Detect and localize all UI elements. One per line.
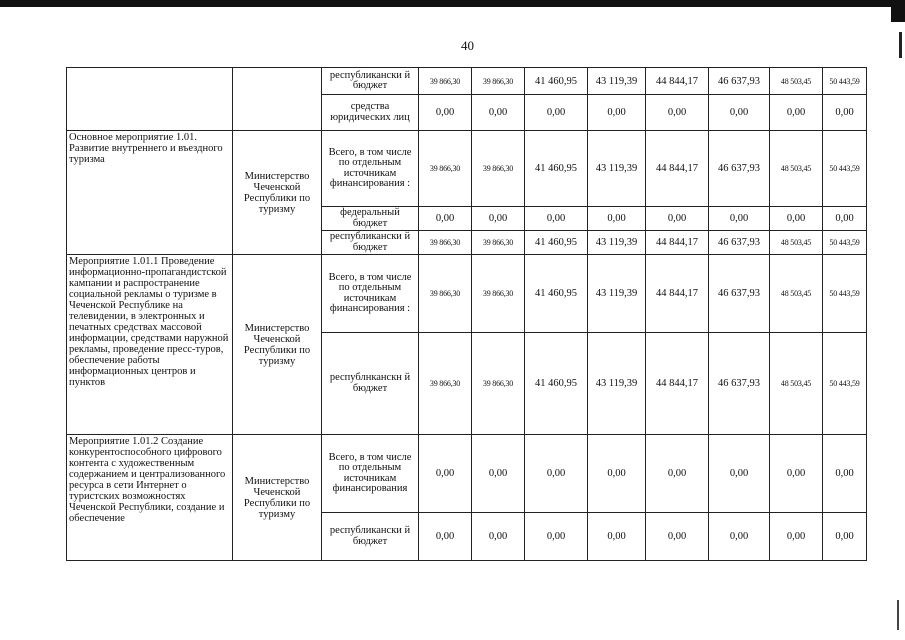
executor-cell-empty xyxy=(233,68,322,131)
value-cell: 43 119,39 xyxy=(588,255,646,333)
value-cell: 0,00 xyxy=(709,95,770,131)
value-cell: 0,00 xyxy=(419,435,472,513)
value-cell: 0,00 xyxy=(770,513,823,561)
value-cell: 39 866,30 xyxy=(472,333,525,435)
activity-cell-empty xyxy=(67,68,233,131)
value-cell: 41 460,95 xyxy=(525,231,588,255)
value-cell: 0,00 xyxy=(472,435,525,513)
value-cell: 46 637,93 xyxy=(709,68,770,95)
value-cell: 0,00 xyxy=(823,513,867,561)
activity-name: Мероприятие 1.01.2 Создание конкурентоспособного цифрового контента с художественным содержанием и централизованного ресурса в сети Интернет о туристских возможностях Чеченской Республики, создание и обеспечение xyxy=(67,435,233,561)
source-cell: Всего, в том числе по отдельным источникам финансирования : xyxy=(322,255,419,333)
table-row xyxy=(67,255,867,333)
value-cell: 50 443,59 xyxy=(823,333,867,435)
value-cell: 44 844,17 xyxy=(646,333,709,435)
value-cell: 0,00 xyxy=(525,95,588,131)
value-cell: 0,00 xyxy=(709,207,770,231)
value-cell: 43 119,39 xyxy=(588,131,646,207)
table-row xyxy=(67,435,867,513)
value-cell: 0,00 xyxy=(472,513,525,561)
value-cell: 0,00 xyxy=(588,207,646,231)
value-cell: 44 844,17 xyxy=(646,255,709,333)
value-cell: 0,00 xyxy=(646,207,709,231)
value-cell: 50 443,59 xyxy=(823,255,867,333)
value-cell: 0,00 xyxy=(709,513,770,561)
value-cell: 41 460,95 xyxy=(525,333,588,435)
scan-edge-mark-bottom xyxy=(897,600,899,630)
value-cell: 0,00 xyxy=(823,207,867,231)
value-cell: 46 637,93 xyxy=(709,231,770,255)
value-cell: 44 844,17 xyxy=(646,68,709,95)
value-cell: 0,00 xyxy=(646,95,709,131)
value-cell: 48 503,45 xyxy=(770,131,823,207)
scan-edge-mark xyxy=(899,32,902,58)
value-cell: 0,00 xyxy=(709,435,770,513)
value-cell: 39 866,30 xyxy=(419,333,472,435)
activity-name: Основное мероприятие 1.01. Развитие внутреннего и въездного туризма xyxy=(67,131,233,255)
value-cell: 0,00 xyxy=(823,435,867,513)
value-cell: 0,00 xyxy=(646,435,709,513)
value-cell: 43 119,39 xyxy=(588,231,646,255)
value-cell: 46 637,93 xyxy=(709,333,770,435)
value-cell: 0,00 xyxy=(472,95,525,131)
value-cell: 48 503,45 xyxy=(770,255,823,333)
scan-corner-mark xyxy=(891,0,905,22)
value-cell: 44 844,17 xyxy=(646,231,709,255)
value-cell: 46 637,93 xyxy=(709,255,770,333)
value-cell: 48 503,45 xyxy=(770,68,823,95)
value-cell: 39 866,30 xyxy=(472,231,525,255)
value-cell: 39 866,30 xyxy=(419,68,472,95)
value-cell: 0,00 xyxy=(525,207,588,231)
budget-table xyxy=(66,67,867,561)
value-cell: 46 637,93 xyxy=(709,131,770,207)
value-cell: 0,00 xyxy=(419,207,472,231)
value-cell: 48 503,45 xyxy=(770,333,823,435)
value-cell: 39 866,30 xyxy=(419,131,472,207)
value-cell: 41 460,95 xyxy=(525,131,588,207)
executor-name: Министерство Чеченской Республики по туризму xyxy=(233,435,322,561)
source-cell: средства юридических лиц xyxy=(322,95,419,131)
activity-name: Мероприятие 1.01.1 Проведение информационно-пропагандистской кампании и распространение социальной рекламы о туризме в Чеченской Республике на телевидении, в электронных и печатных средствах массовой информации, средствами наружной рекламы, проведение пресс-туров, обеспечение работы информационных центров и пунктов xyxy=(67,255,233,435)
value-cell: 0,00 xyxy=(770,95,823,131)
source-cell: Всего, в том числе по отдельным источникам финансирования xyxy=(322,435,419,513)
value-cell: 0,00 xyxy=(525,435,588,513)
value-cell: 0,00 xyxy=(646,513,709,561)
value-cell: 41 460,95 xyxy=(525,68,588,95)
source-cell: Всего, в том числе по отдельным источникам финансирования : xyxy=(322,131,419,207)
table-row xyxy=(67,68,867,95)
value-cell: 44 844,17 xyxy=(646,131,709,207)
value-cell: 0,00 xyxy=(419,513,472,561)
source-cell: республикански й бюджет xyxy=(322,231,419,255)
source-cell: республикански й бюджет xyxy=(322,68,419,95)
value-cell: 0,00 xyxy=(588,513,646,561)
page-number: 40 xyxy=(461,38,474,53)
value-cell: 0,00 xyxy=(823,95,867,131)
value-cell: 0,00 xyxy=(419,95,472,131)
value-cell: 39 866,30 xyxy=(419,231,472,255)
value-cell: 50 443,59 xyxy=(823,231,867,255)
value-cell: 39 866,30 xyxy=(419,255,472,333)
executor-name: Министерство Чеченской Республики по туризму xyxy=(233,131,322,255)
value-cell: 43 119,39 xyxy=(588,333,646,435)
source-cell: федеральный бюджет xyxy=(322,207,419,231)
value-cell: 0,00 xyxy=(770,435,823,513)
value-cell: 48 503,45 xyxy=(770,231,823,255)
value-cell: 39 866,30 xyxy=(472,68,525,95)
source-cell: республнканскн й бюджет xyxy=(322,333,419,435)
value-cell: 0,00 xyxy=(770,207,823,231)
value-cell: 39 866,30 xyxy=(472,255,525,333)
source-cell: республикански й бюджет xyxy=(322,513,419,561)
table-row xyxy=(67,131,867,207)
value-cell: 50 443,59 xyxy=(823,68,867,95)
value-cell: 50 443,59 xyxy=(823,131,867,207)
value-cell: 0,00 xyxy=(472,207,525,231)
value-cell: 0,00 xyxy=(588,95,646,131)
value-cell: 0,00 xyxy=(588,435,646,513)
value-cell: 41 460,95 xyxy=(525,255,588,333)
value-cell: 39 866,30 xyxy=(472,131,525,207)
value-cell: 0,00 xyxy=(525,513,588,561)
scan-top-border xyxy=(0,0,905,7)
value-cell: 43 119,39 xyxy=(588,68,646,95)
executor-name: Министерство Чеченской Республики по туризму xyxy=(233,255,322,435)
